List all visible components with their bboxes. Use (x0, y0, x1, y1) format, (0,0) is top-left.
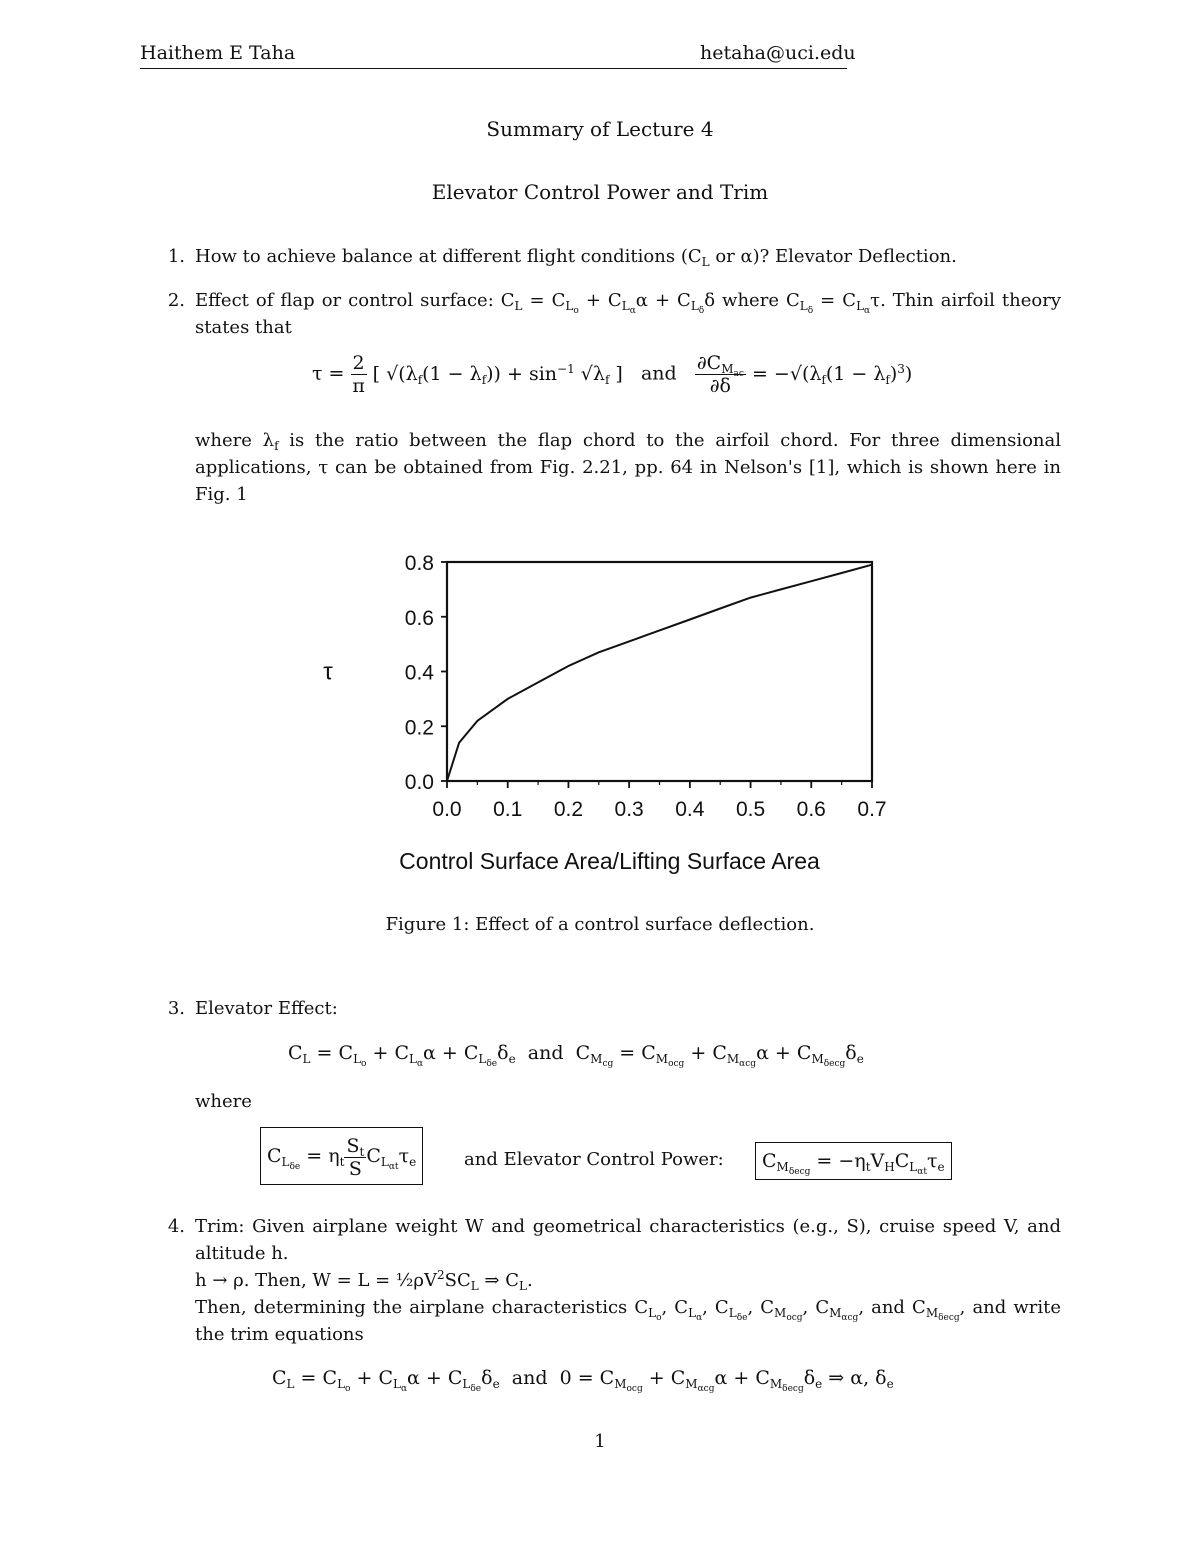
x-tick-label: 0.1 (493, 798, 523, 821)
x-tick-label: 0.5 (735, 798, 766, 821)
st-over-s: $\frac{S_t}{S}$ (346, 1134, 365, 1180)
document-title: Summary of Lecture 4 (486, 117, 714, 141)
item-1-text: How to achieve balance at different flight conditions ($C_L$ or α)? Elevator Deflection. (195, 246, 957, 269)
x-tick-label: 0.7 (857, 798, 887, 821)
elevator-control-power-label: and Elevator Control Power: (464, 1149, 724, 1170)
box1-lhs: $C_{L_{\delta e}} = \eta_t$ (267, 1145, 345, 1172)
plot-frame (447, 562, 872, 781)
box-cm-delta-e: $C_{M_{\delta ecg}} = -\eta_tV_HC_{L_{\alpha t}}\tau_e$ (755, 1142, 952, 1180)
item-2-text: Effect of flap or control surface: $C_L = C_{L_o} + C_{L_\alpha}\alpha + C_{L_\delta}\delta$ where $C_{L_\delta} = C_{L_\alpha}\tau$. Thin airfoil theory states that (195, 290, 1061, 338)
cm-rhs: = $-√(\lambda_f(1 - \lambda_f)^3)$ (751, 361, 913, 387)
x-tick-label: 0.2 (553, 798, 584, 821)
author-email: hetaha@uci.edu (700, 42, 856, 64)
y-tick-label: 0.2 (404, 716, 434, 740)
y-tick-label: 0.8 (404, 552, 434, 575)
figure-caption: Figure 1: Effect of a control surface deflection. (385, 914, 815, 935)
item-3-number: 3. (167, 998, 185, 1019)
x-tick-label: 0.0 (432, 798, 462, 821)
x-tick-label: 0.3 (614, 798, 644, 821)
x-axis-label: Control Surface Area/Lifting Surface Area (399, 848, 820, 874)
tau-and: and (640, 362, 677, 385)
item-1-number: 1. (167, 246, 185, 267)
author-name: Haithem E Taha (140, 42, 296, 64)
trim-equation: $C_L = C_{L_o} + C_{L_\alpha}\alpha + C_{L_{\delta e}}\delta_e$ and $0 = C_{M_{ocg}} + C_{M_{\alpha cg}}\alpha + C_{M_{\delta ecg}}\delta_e$ ⇒ α, $\delta_e$ (272, 1367, 894, 1394)
y-tick-label: 0.6 (404, 606, 434, 630)
page-number: 1 (594, 1431, 606, 1452)
x-tick-label: 0.4 (675, 798, 705, 821)
dcm-ddelta: $\frac{\partial C_{M_{ac}}}{\partial\delta}$ (696, 352, 744, 397)
y-tick-label: 0.0 (404, 771, 434, 794)
two-over-pi: $\frac{2}{\pi}$ (352, 352, 365, 397)
y-axis-label: τ (323, 658, 333, 686)
item-4-text: Trim: Given airplane weight W and geometrical characteristics (e.g., S), cruise speed V, and altitude h. h → ρ. Then, $W = L = \frac{1}{2}\rho V^2SC_L$ ⇒ $C_L$. Then, determining the airplane characteristics $C_{L_o}$, $C_{L_\alpha}$, $C_{L_{\delta e}}$, $C_{M_{ocg}}$, $C_{M_{\alpha cg}}$, and $C_{M_{\delta ecg}}$, and write the trim equations (195, 1216, 1062, 1345)
item-2-continuation: where $\lambda_f$ is the ratio between the flap chord to the airfoil chord. For three dimensional applications, τ can be obtained from Fig. 2.21, pp. 64 in Nelson's [1], which is shown here in Fig. 1 (195, 430, 1061, 505)
item-3-where: where (195, 1091, 252, 1112)
item-2-number: 2. (167, 290, 185, 311)
tau-chart (300, 540, 900, 885)
box1-rhs: $C_{L_{\alpha t}}\tau_e$ (366, 1145, 417, 1172)
tau-rhs: [ $√(\lambda_f(1 - \lambda_f)) + \sin^{-1} √\lambda_f$ ] (372, 361, 623, 387)
header-rule (140, 68, 847, 69)
document-subtitle: Elevator Control Power and Trim (431, 180, 769, 204)
box-cl-delta-e (260, 1127, 423, 1185)
item-4-number: 4. (167, 1216, 185, 1237)
elevator-equation: $C_L = C_{L_o} + C_{L_\alpha}\alpha + C_{L_{\delta e}}\delta_e$ and $C_{M_{cg}} = C_{M_{ocg}} + C_{M_{\alpha cg}}\alpha + C_{M_{\delta ecg}}\delta_e$ (288, 1042, 864, 1069)
x-tick-label: 0.6 (796, 798, 826, 821)
tau-curve (447, 565, 872, 781)
tau-equation (312, 352, 912, 397)
item-3-text: Elevator Effect: (195, 998, 338, 1019)
tau-lhs: τ = (312, 362, 345, 385)
y-tick-label: 0.4 (404, 661, 434, 685)
